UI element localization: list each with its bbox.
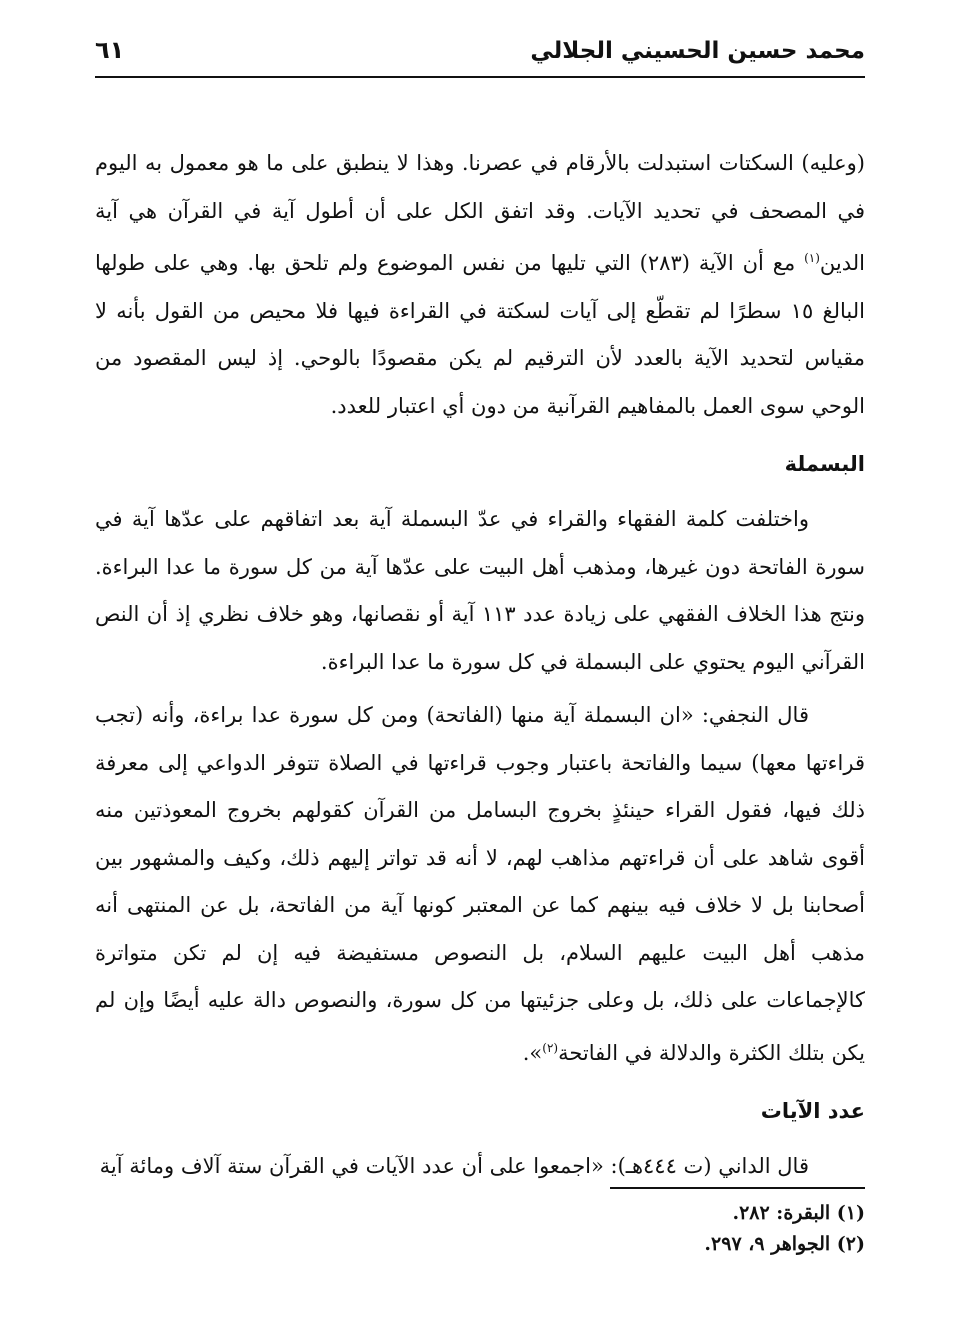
page (95, 0, 865, 1330)
footnote-2: (٢) الجواهر ٩، ٢٩٧. (704, 1233, 865, 1255)
main-text (95, 140, 865, 1197)
paragraph-verse-count-1: قال الداني (ت ٤٤٤هـ): «اجمعوا على أن عدد الآيات في القرآن ستة آلاف ومائة آية (99, 1154, 809, 1178)
page-number: ٦١ (95, 36, 125, 64)
running-header (95, 30, 865, 78)
paragraph-basmala-1: واختلفت كلمة الفقهاء والقراء في عدّ البسملة آية بعد اتفاقهم على عدّها آية في سورة الفاتحة دون غيرها، ومذهب أهل البيت على عدّها آية من كل سورة ما عدا البراءة. ونتج هذا الخلاف الفقهي على زيادة عدد ١١٣ آية أو نقصانها، وهو خلاف نظري إذ أن النص القرآني اليوم يحتوي على البسملة في كل سورة ما عدا البراءة. (95, 507, 865, 674)
footnote-1: (١) البقرة: ٢٨٢. (732, 1202, 865, 1224)
paragraph-basmala-2 (95, 692, 865, 1077)
section-heading-verse-count: عدد الآيات (760, 1099, 865, 1123)
footnotes (95, 1198, 865, 1260)
footnote-ref-2[interactable]: (٢) (542, 1040, 559, 1055)
footnote-separator (610, 1187, 865, 1189)
paragraph-intro-text-continued: مع أن الآية (٢٨٣) التي تليها من نفس الموضوع ولم تلحق بها. وهي على طولها البالغ ١٥ سطرًا لم تقطّع إلى آيات لسكتة في القراءة فيها فلا محيص من القول بأنه لا مقياس لتحديد الآية بالعدد لأن الترقيم لم يكن مقصودًا بالوحي. إذ ليس المقصود من الوحي سوى العمل بالمفاهيم القرآنية من دون أي اعتبار للعدد. (95, 251, 866, 418)
paragraph-intro-text: (وعليه) السكتات استبدلت بالأرقام في عصرنا. وهذا لا ينطبق على ما هو معمول به اليوم في المصحف في تحديد الآيات. وقد اتفق الكل على أن أطول آية في القرآن هي آية الدين (95, 151, 865, 275)
paragraph-basmala-2-end: ». (522, 1040, 543, 1065)
paragraph-basmala-2-text: قال النجفي: «ان البسملة آية منها (الفاتحة) ومن كل سورة عدا براءة، وأنه (تجب قراءتها معها) سيما والفاتحة باعتبار وجوب قراءتها في الصلاة تتوفر الدواعي إلى معرفة ذلك فيها، فقول القراء حينئذٍ بخروج البسامل من القرآن كقولهم بخروج المعوذتين منه أقوى شاهد على أن قراءتهم مذاهب لهم، لا أنه قد تواتر إليهم ذلك، وكيف والمشهور بين أصحابنا بل لا خلاف فيه بينهم كما عن المعتبر كونها آية من الفاتحة، بل عن المنتهى أنه مذهب أهل البيت عليهم السلام، بل النصوص مستفيضة فيه إن لم تكن متواترة كالإجماعات على ذلك، بل وعلى جزئيتها من كل سورة، والنصوص دالة عليه أيضًا وإن لم يكن بتلك الكثرة والدلالة في الفاتحة (95, 703, 865, 1065)
header-author: محمد حسين الحسيني الجلالي (530, 38, 865, 64)
paragraph-intro (95, 140, 865, 430)
footnote-ref-1[interactable]: (١) (804, 251, 820, 265)
section-heading-basmala: البسملة (784, 452, 865, 476)
